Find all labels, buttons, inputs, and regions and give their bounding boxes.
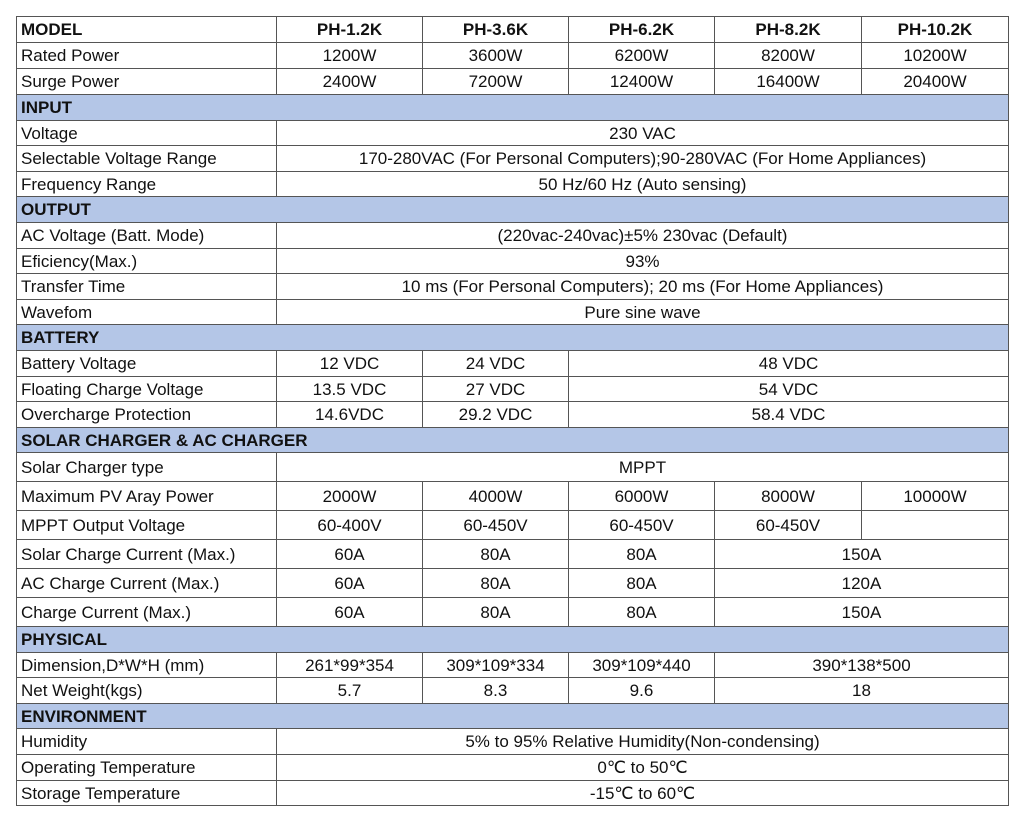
row-value: 1200W xyxy=(277,43,423,69)
row-value: 80A xyxy=(569,598,715,627)
table-row xyxy=(17,729,1009,755)
row-value: 80A xyxy=(423,569,569,598)
row-value: 60A xyxy=(277,598,423,627)
table-row xyxy=(17,69,1009,95)
row-value: (220vac-240vac)±5% 230vac (Default) xyxy=(277,223,1009,249)
table-row xyxy=(17,249,1009,274)
table-row xyxy=(17,223,1009,249)
header-cell-model-2: PH-3.6K xyxy=(423,17,569,43)
row-value: 20400W xyxy=(862,69,1009,95)
row-value: 5.7 xyxy=(277,678,423,704)
row-value: 58.4 VDC xyxy=(569,402,1009,428)
row-label: AC Voltage (Batt. Mode) xyxy=(17,223,277,249)
table-row xyxy=(17,453,1009,482)
table-row xyxy=(17,511,1009,540)
row-label: Overcharge Protection xyxy=(17,402,277,428)
row-label: Floating Charge Voltage xyxy=(17,377,277,402)
row-label: Selectable Voltage Range xyxy=(17,146,277,172)
spec-table-body xyxy=(17,17,1009,806)
row-value: 10 ms (For Personal Computers); 20 ms (For Home Appliances) xyxy=(277,274,1009,300)
section-header-row xyxy=(17,197,1009,223)
row-value: 8.3 xyxy=(423,678,569,704)
header-row xyxy=(17,17,1009,43)
table-row xyxy=(17,598,1009,627)
row-value: Pure sine wave xyxy=(277,300,1009,325)
row-value: 5% to 95% Relative Humidity(Non-condensing) xyxy=(277,729,1009,755)
section-title: INPUT xyxy=(17,95,1009,121)
row-value: -15℃ to 60℃ xyxy=(277,781,1009,806)
row-value: 6200W xyxy=(569,43,715,69)
row-value: 60-450V xyxy=(423,511,569,540)
table-row xyxy=(17,653,1009,678)
row-value: 13.5 VDC xyxy=(277,377,423,402)
table-row xyxy=(17,146,1009,172)
row-value: 54 VDC xyxy=(569,377,1009,402)
table-row xyxy=(17,569,1009,598)
table-row xyxy=(17,274,1009,300)
row-value: 29.2 VDC xyxy=(423,402,569,428)
section-title: BATTERY xyxy=(17,325,1009,351)
row-value: 3600W xyxy=(423,43,569,69)
spec-table xyxy=(16,16,1009,806)
row-value: 170-280VAC (For Personal Computers);90-280VAC (For Home Appliances) xyxy=(277,146,1009,172)
row-value: 14.6VDC xyxy=(277,402,423,428)
row-label: AC Charge Current (Max.) xyxy=(17,569,277,598)
table-row xyxy=(17,755,1009,781)
row-value xyxy=(862,511,1009,540)
row-label: Operating Temperature xyxy=(17,755,277,781)
section-title: PHYSICAL xyxy=(17,627,1009,653)
row-value: 24 VDC xyxy=(423,351,569,377)
row-value: 4000W xyxy=(423,482,569,511)
row-value: 27 VDC xyxy=(423,377,569,402)
row-value: 9.6 xyxy=(569,678,715,704)
header-cell-model-3: PH-6.2K xyxy=(569,17,715,43)
section-header-row xyxy=(17,704,1009,729)
row-value: 8200W xyxy=(715,43,862,69)
row-value: 10200W xyxy=(862,43,1009,69)
row-value: 60-450V xyxy=(569,511,715,540)
section-header-row xyxy=(17,428,1009,453)
table-row xyxy=(17,540,1009,569)
header-cell-model-1: PH-1.2K xyxy=(277,17,423,43)
row-value: 2000W xyxy=(277,482,423,511)
row-value: 309*109*440 xyxy=(569,653,715,678)
row-value: 60A xyxy=(277,569,423,598)
row-label: Battery Voltage xyxy=(17,351,277,377)
table-row xyxy=(17,351,1009,377)
table-row xyxy=(17,121,1009,146)
table-row xyxy=(17,377,1009,402)
row-value: 60-400V xyxy=(277,511,423,540)
row-label: Transfer Time xyxy=(17,274,277,300)
header-cell-model: MODEL xyxy=(17,17,277,43)
section-header-row xyxy=(17,95,1009,121)
row-value: 309*109*334 xyxy=(423,653,569,678)
row-value: 120A xyxy=(715,569,1009,598)
table-row xyxy=(17,300,1009,325)
row-value: 150A xyxy=(715,540,1009,569)
row-value: 2400W xyxy=(277,69,423,95)
row-label: Wavefom xyxy=(17,300,277,325)
row-value: 0℃ to 50℃ xyxy=(277,755,1009,781)
row-value: 12400W xyxy=(569,69,715,95)
row-label: Net Weight(kgs) xyxy=(17,678,277,704)
row-label: MPPT Output Voltage xyxy=(17,511,277,540)
row-label: Solar Charger type xyxy=(17,453,277,482)
row-value: 18 xyxy=(715,678,1009,704)
row-value: 12 VDC xyxy=(277,351,423,377)
row-label: Solar Charge Current (Max.) xyxy=(17,540,277,569)
row-value: 390*138*500 xyxy=(715,653,1009,678)
section-header-row xyxy=(17,325,1009,351)
row-label: Dimension,D*W*H (mm) xyxy=(17,653,277,678)
row-label: Surge Power xyxy=(17,69,277,95)
row-value: 7200W xyxy=(423,69,569,95)
row-value: 80A xyxy=(569,569,715,598)
table-row xyxy=(17,43,1009,69)
table-row xyxy=(17,172,1009,197)
row-value: 93% xyxy=(277,249,1009,274)
row-value: 261*99*354 xyxy=(277,653,423,678)
row-label: Rated Power xyxy=(17,43,277,69)
row-value: 48 VDC xyxy=(569,351,1009,377)
section-title: ENVIRONMENT xyxy=(17,704,1009,729)
table-row xyxy=(17,482,1009,511)
row-label: Maximum PV Aray Power xyxy=(17,482,277,511)
row-value: 230 VAC xyxy=(277,121,1009,146)
row-label: Storage Temperature xyxy=(17,781,277,806)
table-row xyxy=(17,678,1009,704)
section-title: SOLAR CHARGER & AC CHARGER xyxy=(17,428,1009,453)
section-header-row xyxy=(17,627,1009,653)
row-value: 16400W xyxy=(715,69,862,95)
table-row xyxy=(17,402,1009,428)
row-label: Voltage xyxy=(17,121,277,146)
row-value: 50 Hz/60 Hz (Auto sensing) xyxy=(277,172,1009,197)
row-value: 60A xyxy=(277,540,423,569)
row-value: 80A xyxy=(423,540,569,569)
table-row xyxy=(17,781,1009,806)
row-value: 8000W xyxy=(715,482,862,511)
row-value: MPPT xyxy=(277,453,1009,482)
row-value: 80A xyxy=(423,598,569,627)
row-value: 10000W xyxy=(862,482,1009,511)
header-cell-model-5: PH-10.2K xyxy=(862,17,1009,43)
row-label: Frequency Range xyxy=(17,172,277,197)
row-value: 6000W xyxy=(569,482,715,511)
row-value: 150A xyxy=(715,598,1009,627)
row-value: 60-450V xyxy=(715,511,862,540)
row-label: Eficiency(Max.) xyxy=(17,249,277,274)
row-label: Charge Current (Max.) xyxy=(17,598,277,627)
section-title: OUTPUT xyxy=(17,197,1009,223)
row-value: 80A xyxy=(569,540,715,569)
row-label: Humidity xyxy=(17,729,277,755)
header-cell-model-4: PH-8.2K xyxy=(715,17,862,43)
